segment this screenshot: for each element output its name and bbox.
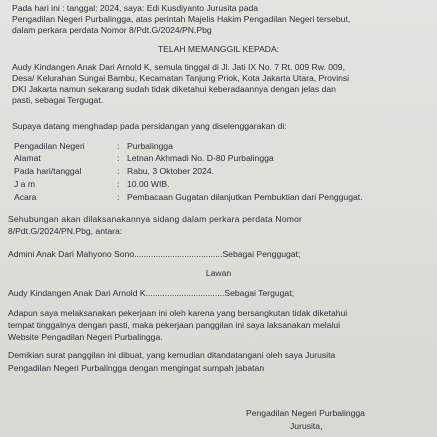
closing-line-1: Demikian surat panggilan ini dibuat, yang kemudian ditandatangani oleh saya Jurusita <box>8 350 336 360</box>
summon-title: TELAH MEMANGGIL KEPADA: <box>157 44 280 54</box>
plaintiff-line: Admini Anak Dari Mahyono Sono.....................................Sebagai Penggugat; <box>8 249 301 259</box>
signature-court: Pengadilan Negeri Purbalingga <box>246 408 365 418</box>
case-line-2: 8/Pdt.G/2024/PN.Pbg, antara: <box>8 226 123 236</box>
header-line-1: Pada hari ini : tanggal: 2024, saya: Edi Kusdiyanto Jurusita pada <box>12 3 259 13</box>
hearing-colon: : <box>117 166 120 176</box>
closing-line-2: Pengadilan Negeri Purbalingga dengan mengingat sumpah jabatan <box>8 363 265 373</box>
case-line-1: Sehubungan akan dilaksanakannya sidang dalam perkara perdata Nomor <box>8 214 303 224</box>
hearing-label-court: Pengadilan Negeri <box>14 141 85 151</box>
hearing-colon: : <box>117 141 120 151</box>
hearing-label-date: Pada hari/tanggal <box>14 166 82 176</box>
hearing-value-court: Purbalingga <box>127 141 173 151</box>
hearing-value-agenda: Pembacaan Gugatan dilanjutkan Pembuktian dari Penggugat. <box>127 192 363 202</box>
hearing-label-address: Alamat <box>14 153 41 163</box>
hearing-value-time: 10.00 WIB. <box>127 179 170 189</box>
hearing-value-address: Letnan Akhmadi No. D-80 Purbalingga <box>127 153 274 163</box>
appear-intro: Supaya datang menghadap pada persidangan yang diselenggarakan di: <box>12 121 287 131</box>
hearing-value-date: Rabu, 3 Oktober 2024. <box>127 166 214 176</box>
defendant-line-1: Audy Kindangen Anak Dari Arnold K, semula tinggal di Jl. Jati IX No. 7 Rt. 009 Rw. 009, <box>12 62 345 72</box>
hearing-label-agenda: Acara <box>14 192 37 202</box>
hearing-label-time: J a m <box>14 179 36 189</box>
defendant-party-line: Audy Kindangen Anak Dari Arnold K.................................Sebagai Tergugat; <box>8 288 294 298</box>
defendant-line-4: pasti, sebagai Tergugat. <box>12 95 104 105</box>
notice-line-1: Adapun saya melaksanakan pekerjaan ini oleh karena yang bersangkutan tidak diketahui <box>8 308 348 318</box>
header-line-3: dalam perkara perdata Nomor 8/Pdt.G/2024/PN.Pbg <box>12 25 212 35</box>
defendant-line-2: Desa/ Kelurahan Sungai Bambu, Kecamatan Tanjung Priok, Kota Jakarta Utara, Provinsi <box>12 73 350 83</box>
hearing-colon: : <box>117 153 120 163</box>
hearing-colon: : <box>117 179 120 189</box>
notice-line-2: tempat tinggalnya dengan pasti, maka pekerjaan panggilan ini saya laksanakan melalui <box>8 320 341 330</box>
hearing-colon: : <box>117 192 120 202</box>
versus-label: Lawan <box>205 268 232 278</box>
signature-title: Jurusita, <box>290 421 323 431</box>
notice-line-3: Website Pengadilan Negeri Purbalingga. <box>8 332 163 342</box>
header-line-2: Pengadilan Negeri Purbalingga, atas perintah Majelis Hakim Pengadilan Negeri tersebut, <box>12 14 351 24</box>
defendant-line-3: DKI Jakarta namun sekarang sudah tidak diketahui keberadaannya dengan jelas dan <box>12 84 336 94</box>
